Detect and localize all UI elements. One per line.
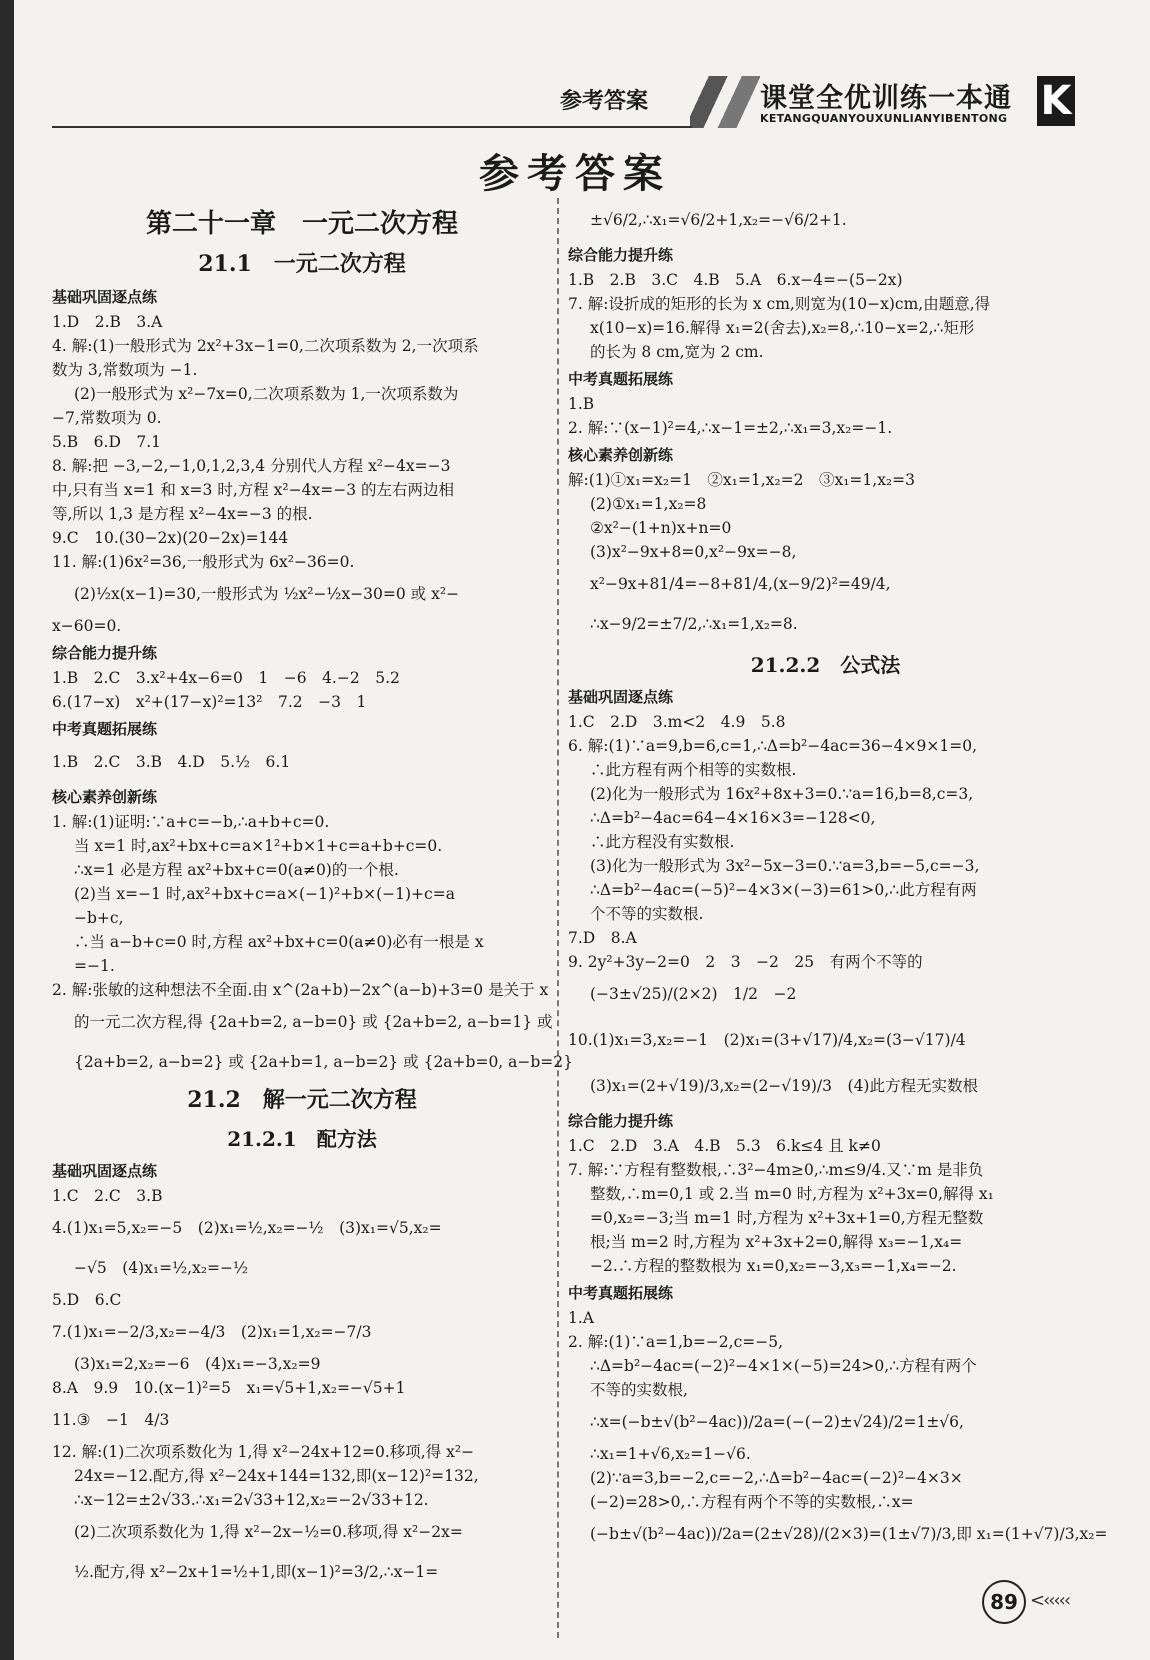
answer-line: 6.(17−x) x²+(17−x)²=13² 7.2 −3 1: [52, 693, 367, 711]
answer-line: (2)二次项系数化为 1,得 x²−2x−½=0.移项,得 x²−2x=: [74, 1523, 463, 1541]
answer-line: 8.A 9.9 10.(x−1)²=5 x₁=√5+1,x₂=−√5+1: [52, 1379, 406, 1397]
header-rule: [52, 126, 692, 128]
page-title: 参考答案: [479, 150, 671, 197]
answer-line: {2a+b=2, a−b=2} 或 {2a+b=1, a−b=2} 或 {2a+b=0, a−b=2}: [74, 1053, 574, 1071]
answer-line: (2)∵a=3,b=−2,c=−2,∴Δ=b²−4ac=(−2)²−4×3×: [590, 1469, 963, 1487]
answer-line: 2. 解:(1)∵a=1,b=−2,c=−5,: [568, 1333, 784, 1351]
answer-line: 1.D 2.B 3.A: [52, 313, 163, 331]
left-column: [52, 200, 574, 1592]
answer-line: (2)化为一般形式为 16x²+8x+3=0.∵a=16,b=8,c=3,: [590, 785, 974, 803]
answer-line: =0,x₂=−3;当 m=1 时,方程为 x²+3x+1=0,方程无整数: [590, 1209, 984, 1227]
answer-line: ±√6/2,∴x₁=√6/2+1,x₂=−√6/2+1.: [590, 211, 847, 229]
exercise-group-heading: 基础巩固逐点练: [52, 288, 158, 306]
answer-line: 1.A: [568, 1309, 594, 1327]
brand-title: 课堂全优训练一本通: [760, 83, 1012, 114]
answer-line: 解:(1)①x₁=x₂=1 ②x₁=1,x₂=2 ③x₁=1,x₂=3: [568, 471, 915, 489]
answer-line: 8. 解:把 −3,−2,−1,0,1,2,3,4 分别代人方程 x²−4x=−3: [52, 457, 451, 475]
answer-line: (3)x₁=2,x₂=−6 (4)x₁=−3,x₂=9: [74, 1355, 321, 1373]
answer-line: ∴此方程没有实数根.: [590, 833, 735, 851]
answer-line: 7.(1)x₁=−2/3,x₂=−4/3 (2)x₁=1,x₂=−7/3: [52, 1323, 372, 1341]
answer-line: 1.B 2.B 3.C 4.B 5.A 6.x−4=−(5−2x): [568, 271, 903, 289]
exercise-group-heading: 核心素养创新练: [52, 788, 158, 806]
brand-subtitle: KETANGQUANYOUXUNLIANYIBENTONG: [760, 112, 1008, 125]
answer-line: 1.C 2.C 3.B: [52, 1187, 163, 1205]
exercise-group-heading: 中考真题拓展练: [52, 720, 158, 738]
header-decoration: [690, 76, 760, 128]
answer-line: −7,常数项为 0.: [52, 409, 162, 427]
answer-line: 7. 解:设折成的矩形的长为 x cm,则宽为(10−x)cm,由题意,得: [568, 295, 991, 313]
answer-line: 5.D 6.C: [52, 1291, 122, 1309]
answer-line: 11.③ −1 4/3: [52, 1411, 170, 1429]
answer-line: −2.∴方程的整数根为 x₁=0,x₂=−3,x₃=−1,x₄=−2.: [590, 1257, 957, 1275]
answer-line: 整数,∴m=0,1 或 2.当 m=0 时,方程为 x²+3x=0,解得 x₁: [590, 1185, 994, 1203]
answer-line: 1. 解:(1)证明:∵a+c=−b,∴a+b+c=0.: [52, 813, 330, 831]
answer-line: 1.B: [568, 395, 595, 413]
section-heading: 21.2 解一元二次方程: [187, 1087, 417, 1113]
brand-logo: K: [1037, 76, 1075, 126]
subsection-heading: 21.2.1 配方法: [227, 1127, 377, 1151]
column-divider: [557, 198, 559, 1638]
answer-line: 的一元二次方程,得 {2a+b=2, a−b=0} 或 {2a+b=2, a−b=1} 或: [74, 1013, 553, 1031]
exercise-group-heading: 综合能力提升练: [52, 644, 158, 662]
answer-line: 10.(1)x₁=3,x₂=−1 (2)x₁=(3+√17)/4,x₂=(3−√17)/4: [568, 1031, 966, 1049]
answer-line: (−b±√(b²−4ac))/2a=(2±√28)/(2×3)=(1±√7)/3,即 x₁=(1+√7)/3,x₂=: [590, 1525, 1108, 1543]
answer-line: 根;当 m=2 时,方程为 x²+3x+2=0,解得 x₃=−1,x₄=: [590, 1233, 963, 1251]
answer-line: =−1.: [74, 957, 115, 975]
exercise-group-heading: 核心素养创新练: [568, 446, 674, 464]
right-column: [568, 200, 1108, 1554]
answer-line: 中,只有当 x=1 和 x=3 时,方程 x²−4x=−3 的左右两边相: [52, 481, 454, 499]
answer-line: 当 x=1 时,ax²+bx+c=a×1²+b×1+c=a+b+c=0.: [74, 837, 443, 855]
answer-line: 等,所以 1,3 是方程 x²−4x=−3 的根.: [52, 505, 313, 523]
exercise-group-heading: 中考真题拓展练: [568, 1284, 674, 1302]
exercise-group-heading: 基础巩固逐点练: [52, 1162, 158, 1180]
answer-line: (2)一般形式为 x²−7x=0,二次项系数为 1,一次项系数为: [74, 385, 459, 403]
answer-line: 不等的实数根,: [590, 1381, 688, 1399]
answer-line: 9.C 10.(30−2x)(20−2x)=144: [52, 529, 289, 547]
answer-line: 1.B 2.C 3.B 4.D 5.½ 6.1: [52, 753, 291, 771]
answer-line: 1.B 2.C 3.x²+4x−6=0 1 −6 4.−2 5.2: [52, 669, 400, 687]
exercise-group-heading: 综合能力提升练: [568, 246, 674, 264]
answer-line: ∴x−12=±2√33.∴x₁=2√33+12,x₂=−2√33+12.: [74, 1491, 429, 1509]
answer-line: 5.B 6.D 7.1: [52, 433, 162, 451]
answer-line: 4.(1)x₁=5,x₂=−5 (2)x₁=½,x₂=−½ (3)x₁=√5,x₂=: [52, 1219, 442, 1237]
chapter-heading: 第二十一章 一元二次方程: [145, 209, 458, 239]
answer-line: 7. 解:∵方程有整数根,∴3²−4m≥0,∴m≤9/4.又∵m 是非负: [568, 1161, 984, 1179]
section-heading: 21.1 一元二次方程: [198, 251, 406, 277]
exercise-group-heading: 基础巩固逐点练: [568, 688, 674, 706]
answer-line: (3)x²−9x+8=0,x²−9x=−8,: [590, 543, 797, 561]
answer-line: 11. 解:(1)6x²=36,一般形式为 6x²−36=0.: [52, 553, 355, 571]
header-section-label: 参考答案: [560, 89, 649, 114]
answer-line: (−3±√25)/(2×2) 1/2 −2: [590, 985, 797, 1003]
arrow-decoration: <‹‹‹‹‹: [1030, 1590, 1070, 1611]
answer-line: 7.D 8.A: [568, 929, 637, 947]
answer-line: ∴x₁=1+√6,x₂=1−√6.: [590, 1445, 751, 1463]
answer-line: ∴Δ=b²−4ac=(−5)²−4×3×(−3)=61>0,∴此方程有两: [590, 881, 977, 899]
exercise-group-heading: 中考真题拓展练: [568, 370, 674, 388]
answer-line: x−60=0.: [52, 617, 122, 635]
answer-line: ∴Δ=b²−4ac=(−2)²−4×1×(−5)=24>0,∴方程有两个: [590, 1357, 977, 1375]
page-number: 89: [982, 1580, 1026, 1624]
answer-line: −b+c,: [74, 909, 124, 927]
answer-line: ∴x=(−b±√(b²−4ac))/2a=(−(−2)±√24)/2=1±√6,: [590, 1413, 964, 1431]
answer-line: 6. 解:(1)∵a=9,b=6,c=1,∴Δ=b²−4ac=36−4×9×1=0,: [568, 737, 978, 755]
answer-line: 2. 解:∵(x−1)²=4,∴x−1=±2,∴x₁=3,x₂=−1.: [568, 419, 893, 437]
answer-line: (−2)=28>0,∴方程有两个不等的实数根,∴x=: [590, 1493, 914, 1511]
answer-line: ②x²−(1+n)x+n=0: [590, 519, 732, 537]
answer-line: 数为 3,常数项为 −1.: [52, 361, 198, 379]
answer-line: x(10−x)=16.解得 x₁=2(舍去),x₂=8,∴10−x=2,∴矩形: [590, 319, 975, 337]
answer-line: ½.配方,得 x²−2x+1=½+1,即(x−1)²=3/2,∴x−1=: [74, 1563, 439, 1581]
answer-line: ∴此方程有两个相等的实数根.: [590, 761, 797, 779]
answer-line: 2. 解:张敏的这种想法不全面.由 x^(2a+b)−2x^(a−b)+3=0 是关于 x: [52, 981, 549, 999]
answer-line: (3)化为一般形式为 3x²−5x−3=0.∵a=3,b=−5,c=−3,: [590, 857, 980, 875]
answer-line: 24x=−12.配方,得 x²−24x+144=132,即(x−12)²=132,: [74, 1467, 479, 1485]
answer-line: ∴x=1 必是方程 ax²+bx+c=0(a≠0)的一个根.: [74, 861, 399, 879]
answer-line: (2)当 x=−1 时,ax²+bx+c=a×(−1)²+b×(−1)+c=a: [74, 885, 455, 903]
answer-line: 个不等的实数根.: [590, 905, 704, 923]
answer-line: 1.C 2.D 3.A 4.B 5.3 6.k≤4 且 k≠0: [568, 1137, 881, 1155]
answer-line: 的长为 8 cm,宽为 2 cm.: [590, 343, 764, 361]
answer-line: (2)½x(x−1)=30,一般形式为 ½x²−½x−30=0 或 x²−: [74, 585, 460, 603]
binding-edge: [0, 0, 14, 1660]
answer-line: −√5 (4)x₁=½,x₂=−½: [74, 1259, 249, 1277]
answer-line: x²−9x+81/4=−8+81/4,(x−9/2)²=49/4,: [590, 575, 891, 593]
answer-line: 1.C 2.D 3.m<2 4.9 5.8: [568, 713, 786, 731]
answer-line: ∴当 a−b+c=0 时,方程 ax²+bx+c=0(a≠0)必有一根是 x: [74, 933, 484, 951]
exercise-group-heading: 综合能力提升练: [568, 1112, 674, 1130]
answer-line: 9. 2y²+3y−2=0 2 3 −2 25 有两个不等的: [568, 953, 923, 971]
answer-line: ∴Δ=b²−4ac=64−4×16×3=−128<0,: [590, 809, 876, 827]
answer-line: (3)x₁=(2+√19)/3,x₂=(2−√19)/3 (4)此方程无实数根: [590, 1077, 978, 1095]
answer-line: 12. 解:(1)二次项系数化为 1,得 x²−24x+12=0.移项,得 x²−: [52, 1443, 475, 1461]
subsection-heading: 21.2.2 公式法: [750, 653, 901, 677]
answer-line: (2)①x₁=1,x₂=8: [590, 495, 707, 513]
answer-line: ∴x−9/2=±7/2,∴x₁=1,x₂=8.: [590, 615, 798, 633]
answer-line: 4. 解:(1)一般形式为 2x²+3x−1=0,二次项系数为 2,一次项系: [52, 337, 479, 355]
